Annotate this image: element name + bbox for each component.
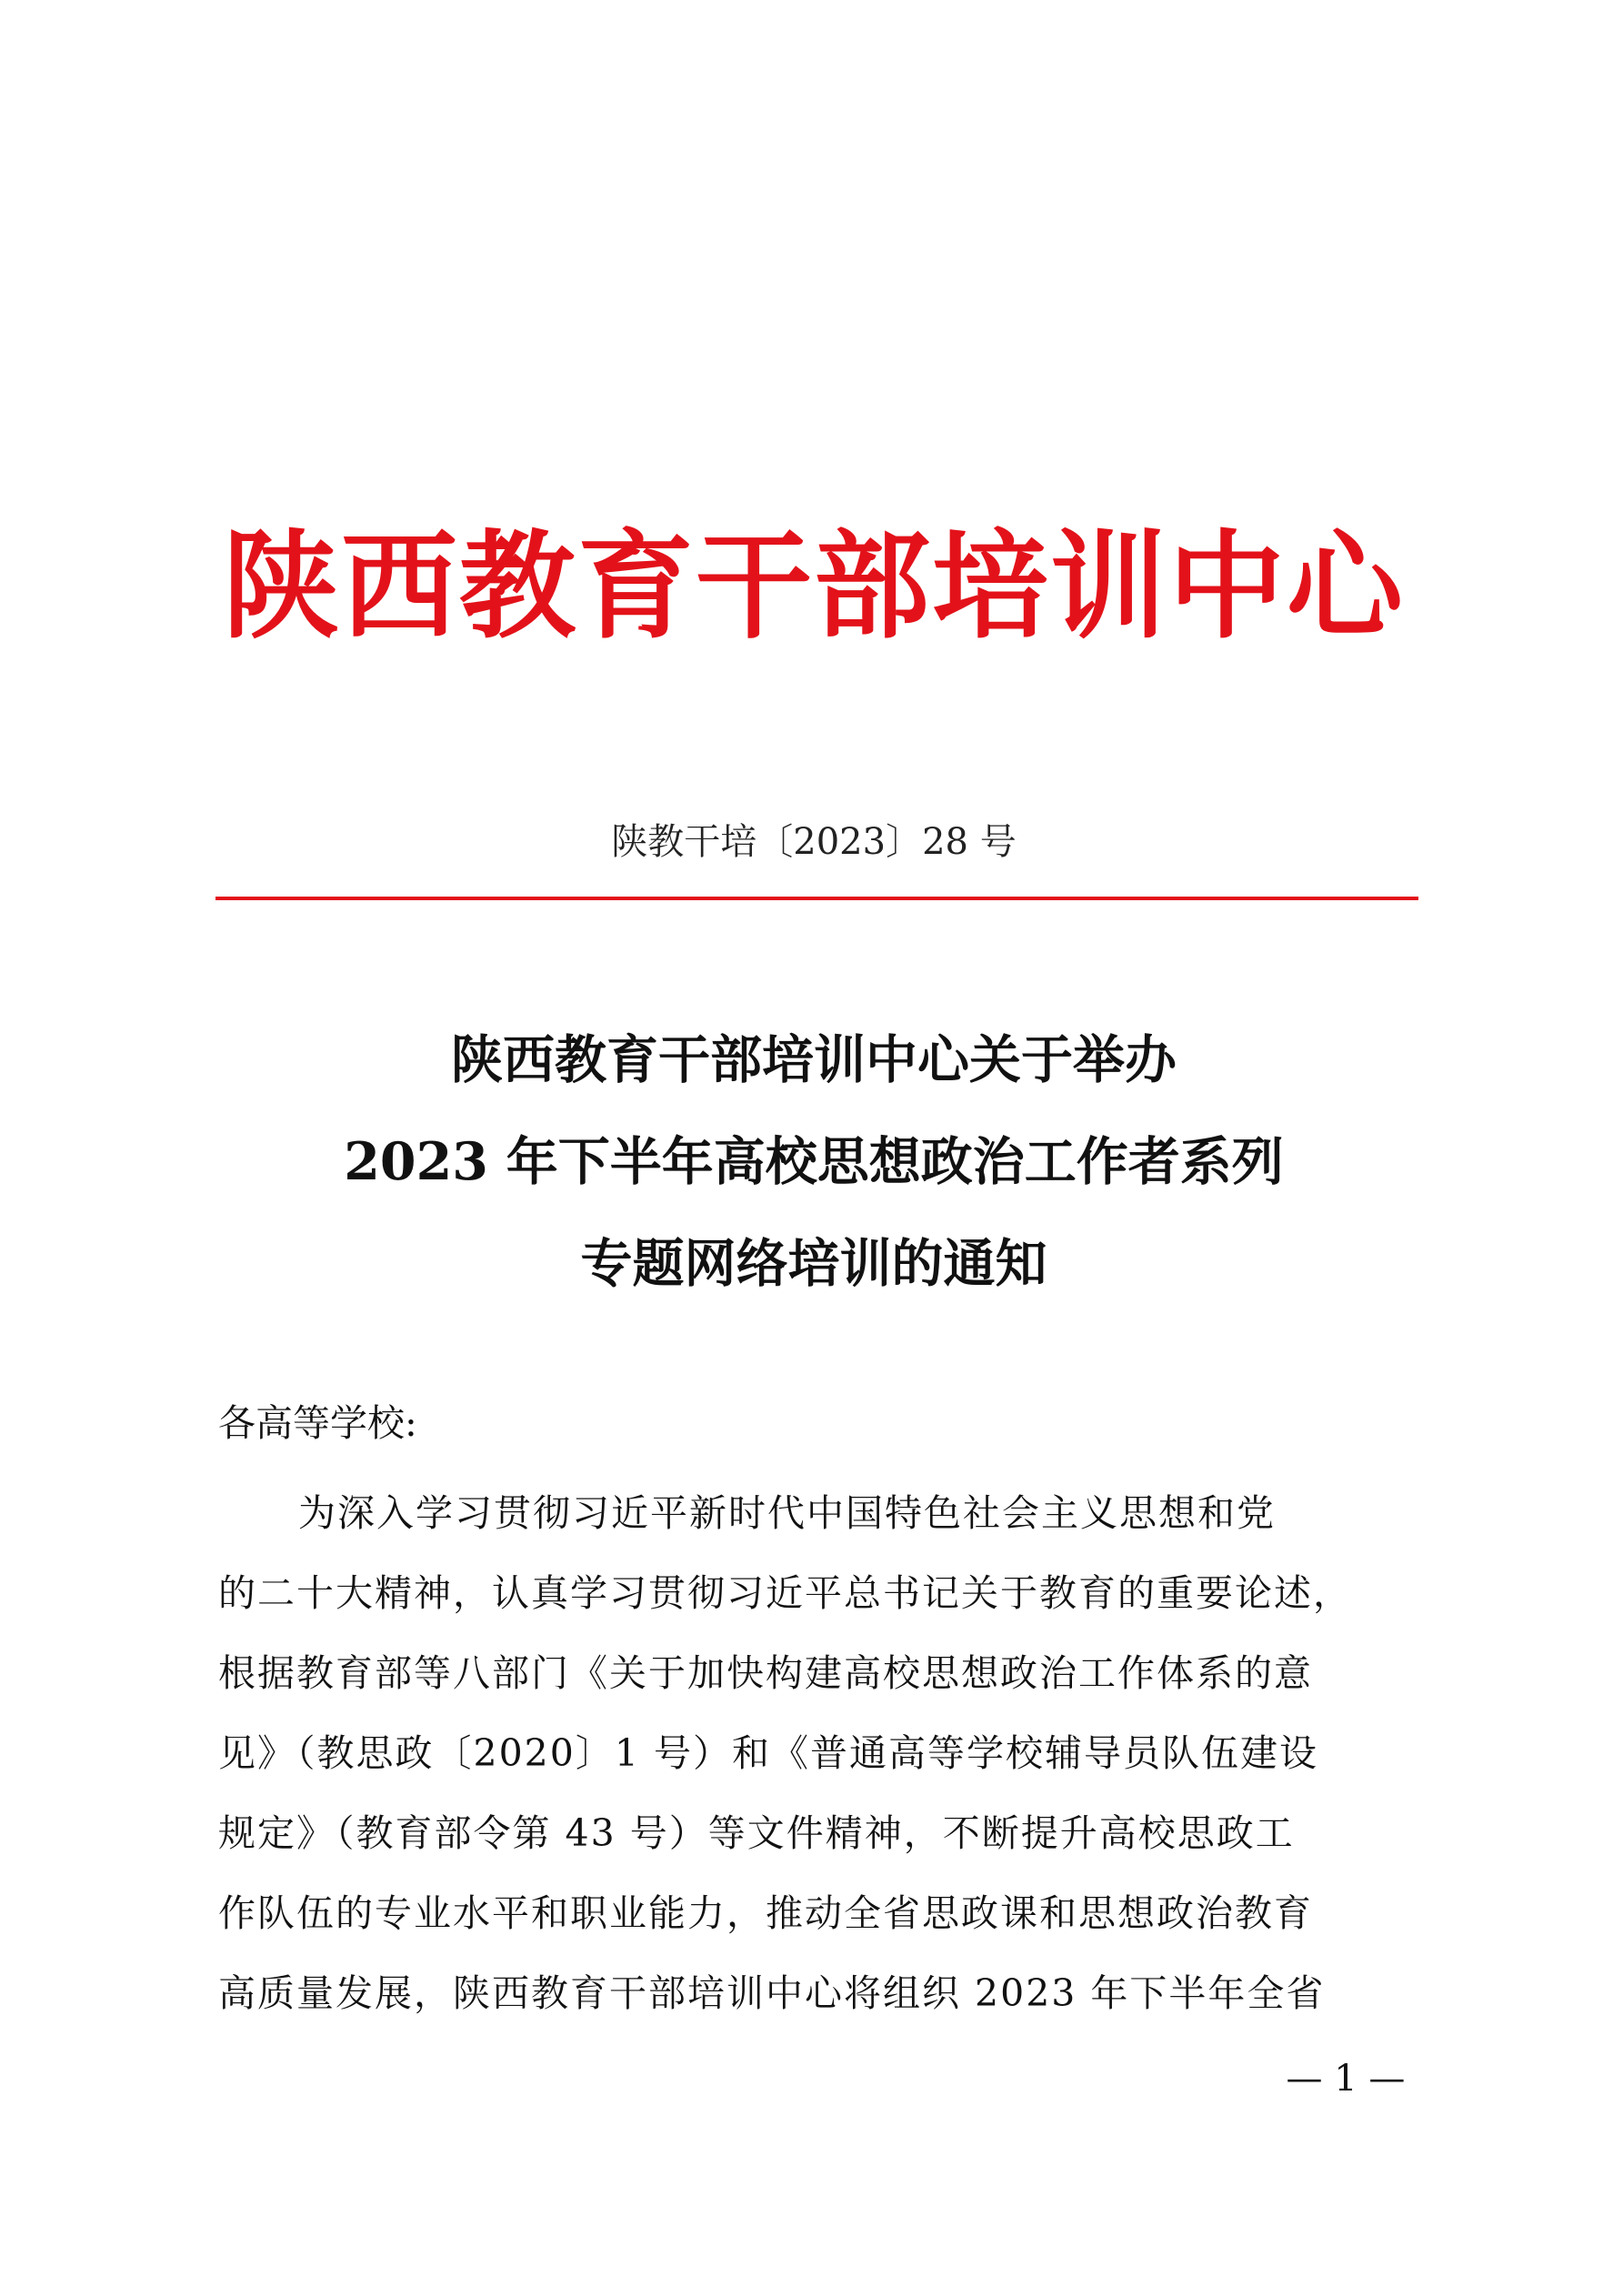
document-number: 陕教干培〔2023〕28 号 xyxy=(611,821,1017,863)
salutation: 各高等学校: xyxy=(218,1401,417,1445)
notice-title-line: 陕西教育干部培训中心关于举办 xyxy=(451,1029,1177,1090)
notice-title-line: 2023 年下半年高校思想政治工作者系列 xyxy=(344,1131,1284,1192)
body-line: 为深入学习贯彻习近平新时代中国特色社会主义思想和党 xyxy=(298,1491,1276,1535)
notice-title xyxy=(209,1009,1418,1315)
body-line: 根据教育部等八部门《关于加快构建高校思想政治工作体系的意 xyxy=(218,1651,1313,1695)
masthead-title: 陕西教育干部培训中心 xyxy=(222,518,1405,655)
body-line: 高质量发展，陕西教育干部培训中心将组织 2023 年下半年全省 xyxy=(218,1971,1326,2015)
red-divider-line xyxy=(215,897,1418,900)
body-paragraph xyxy=(218,1473,1418,2033)
body-line: 的二十大精神，认真学习贯彻习近平总书记关于教育的重要论述， xyxy=(218,1571,1352,1615)
body-line: 见》（教思政〔2020〕1 号）和《普通高等学校辅导员队伍建设 xyxy=(218,1731,1318,1775)
body-line: 作队伍的专业水平和职业能力，推动全省思政课和思想政治教育 xyxy=(218,1891,1313,1935)
notice-title-line: 专题网络培训的通知 xyxy=(580,1233,1047,1294)
page-number: — 1 — xyxy=(1286,2058,1406,2100)
body-line: 规定》（教育部令第 43 号）等文件精神，不断提升高校思政工 xyxy=(218,1811,1295,1855)
